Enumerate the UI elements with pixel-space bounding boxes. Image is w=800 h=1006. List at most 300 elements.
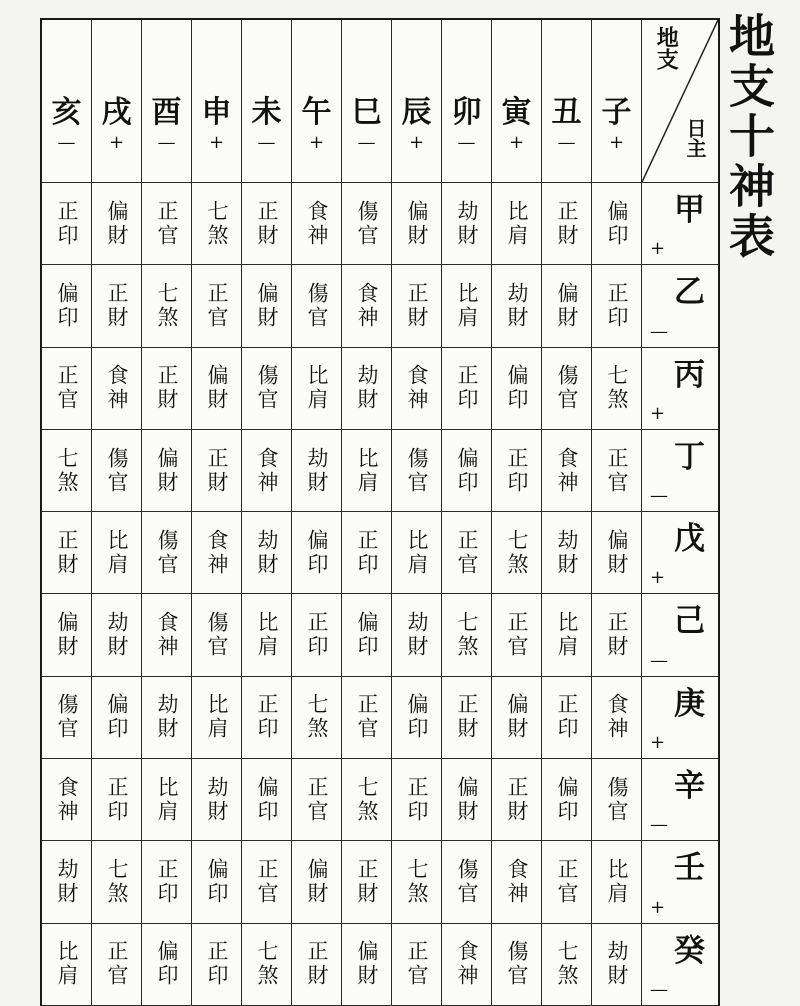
ten-god-text: 傷官 [305, 281, 329, 330]
branch-char: 未 [251, 95, 282, 130]
ten-god-cell [192, 594, 242, 676]
ten-god-text: 比肩 [455, 281, 479, 330]
stem-char: 丁 [674, 438, 705, 475]
ten-god-cell [142, 265, 192, 347]
ten-god-cell [542, 430, 592, 512]
ten-god-cell [42, 594, 92, 676]
ten-god-cell [242, 265, 292, 347]
ten-god-text: 正印 [355, 528, 379, 577]
stem-cell [642, 594, 718, 676]
ten-god-cell [192, 430, 242, 512]
ten-god-cell [342, 677, 392, 759]
stem-char: 辛 [674, 768, 705, 805]
branch-char: 卯 [451, 95, 482, 130]
ten-god-text: 七煞 [155, 281, 179, 330]
ten-god-cell [42, 512, 92, 594]
ten-god-text: 偏印 [205, 858, 229, 907]
branch-polarity: + [608, 132, 625, 153]
ten-god-cell [292, 924, 342, 1006]
ten-god-cell [492, 759, 542, 841]
ten-god-text: 正印 [55, 199, 79, 248]
ten-god-text: 偏財 [405, 199, 429, 248]
ten-god-cell [292, 594, 342, 676]
ten-god-cell [392, 183, 442, 265]
ten-god-text: 比肩 [255, 611, 279, 660]
ten-god-text: 七煞 [605, 364, 629, 413]
ten-god-cell [542, 677, 592, 759]
ten-god-cell [392, 594, 442, 676]
ten-god-cell [92, 430, 142, 512]
ten-god-text: 正財 [105, 281, 129, 330]
ten-god-text: 食神 [355, 281, 379, 330]
branch-header-cell [192, 20, 242, 183]
ten-god-cell [92, 512, 142, 594]
branch-header-cell [542, 20, 592, 183]
branch-header-cell [42, 20, 92, 183]
ten-god-cell [392, 841, 442, 923]
ten-god-text: 比肩 [55, 940, 79, 989]
branch-char: 酉 [151, 95, 182, 130]
branch-polarity: — [357, 132, 376, 153]
stem-cell [642, 512, 718, 594]
ten-god-text: 劫財 [205, 775, 229, 824]
ten-god-cell [192, 841, 242, 923]
ten-god-text: 正印 [505, 446, 529, 495]
ten-god-cell [442, 924, 492, 1006]
ten-god-cell [292, 841, 342, 923]
stem-cell [642, 759, 718, 841]
branch-polarity: + [308, 132, 325, 153]
ten-god-cell [242, 183, 292, 265]
branch-char: 辰 [401, 95, 432, 130]
stem-polarity: — [650, 814, 668, 836]
corner-label-day-master: 日主 [683, 118, 707, 158]
branch-polarity: — [257, 132, 276, 153]
ten-god-cell [192, 924, 242, 1006]
ten-god-text: 劫財 [405, 611, 429, 660]
corner-header-cell [642, 20, 718, 183]
ten-god-cell [142, 348, 192, 430]
branch-header-cell [92, 20, 142, 183]
ten-god-text: 劫財 [105, 611, 129, 660]
stem-cell [642, 348, 718, 430]
branch-header-cell [592, 20, 642, 183]
ten-god-cell [242, 759, 292, 841]
ten-god-cell [92, 348, 142, 430]
ten-god-cell [542, 594, 592, 676]
branch-char: 寅 [501, 95, 532, 130]
ten-god-cell [442, 841, 492, 923]
ten-god-cell [392, 430, 442, 512]
ten-god-text: 偏財 [255, 281, 279, 330]
ten-god-cell [42, 924, 92, 1006]
ten-god-cell [492, 594, 542, 676]
ten-god-cell [192, 265, 242, 347]
ten-god-cell [592, 759, 642, 841]
ten-god-text: 正財 [205, 446, 229, 495]
ten-god-cell [42, 759, 92, 841]
branch-char: 子 [601, 95, 632, 130]
ten-god-text: 正印 [305, 611, 329, 660]
ten-god-cell [242, 430, 292, 512]
ten-god-text: 食神 [455, 940, 479, 989]
ten-god-text: 比肩 [155, 775, 179, 824]
branch-header-cell [142, 20, 192, 183]
ten-god-text: 食神 [105, 364, 129, 413]
ten-god-cell [492, 512, 542, 594]
ten-god-cell [442, 594, 492, 676]
ten-god-text: 偏財 [305, 858, 329, 907]
ten-god-text: 食神 [555, 446, 579, 495]
ten-god-text: 偏印 [105, 693, 129, 742]
ten-god-text: 比肩 [505, 199, 529, 248]
stem-cell [642, 183, 718, 265]
ten-god-text: 食神 [155, 611, 179, 660]
ten-god-text: 正官 [305, 775, 329, 824]
ten-god-text: 偏印 [605, 199, 629, 248]
ten-god-cell [92, 265, 142, 347]
ten-god-text: 正財 [405, 281, 429, 330]
ten-god-text: 傷官 [405, 446, 429, 495]
ten-god-cell [442, 677, 492, 759]
ten-god-cell [542, 265, 592, 347]
stem-char: 癸 [674, 932, 705, 969]
branch-polarity: + [208, 132, 225, 153]
stem-cell [642, 924, 718, 1006]
ten-god-cell [592, 512, 642, 594]
ten-god-cell [392, 512, 442, 594]
ten-god-text: 正財 [555, 199, 579, 248]
ten-god-cell [192, 348, 242, 430]
ten-god-cell [242, 348, 292, 430]
ten-god-cell [592, 265, 642, 347]
ten-god-text: 比肩 [105, 528, 129, 577]
ten-god-cell [292, 183, 342, 265]
ten-god-cell [42, 348, 92, 430]
ten-god-text: 正官 [255, 858, 279, 907]
ten-god-text: 比肩 [305, 364, 329, 413]
ten-god-text: 傷官 [355, 199, 379, 248]
ten-god-cell [142, 430, 192, 512]
ten-god-text: 正官 [605, 446, 629, 495]
ten-god-text: 七煞 [405, 858, 429, 907]
ten-god-text: 比肩 [205, 693, 229, 742]
ten-god-text: 正印 [455, 364, 479, 413]
corner-label-branches: 地支 [653, 26, 680, 70]
ten-god-cell [292, 430, 342, 512]
ten-god-text: 偏財 [105, 199, 129, 248]
ten-god-text: 比肩 [355, 446, 379, 495]
ten-god-cell [492, 430, 542, 512]
ten-god-text: 偏印 [355, 611, 379, 660]
ten-god-cell [542, 924, 592, 1006]
stem-char: 戊 [674, 521, 705, 558]
ten-god-text: 傷官 [155, 528, 179, 577]
ten-god-text: 偏印 [155, 940, 179, 989]
ten-god-text: 偏財 [205, 364, 229, 413]
ten-god-text: 正官 [155, 199, 179, 248]
stem-polarity: — [650, 320, 668, 342]
ten-god-cell [542, 759, 592, 841]
ten-god-cell [492, 841, 542, 923]
stem-polarity: — [650, 978, 668, 1000]
ten-god-text: 食神 [255, 446, 279, 495]
ten-god-text: 劫財 [305, 446, 329, 495]
ten-god-cell [592, 348, 642, 430]
ten-god-text: 傷官 [205, 611, 229, 660]
ten-god-cell [192, 512, 242, 594]
ten-god-cell [42, 183, 92, 265]
ten-god-cell [342, 183, 392, 265]
branch-polarity: + [108, 132, 125, 153]
ten-god-text: 劫財 [605, 940, 629, 989]
stem-char: 乙 [674, 274, 705, 311]
stem-char: 庚 [674, 685, 705, 722]
ten-god-cell [392, 677, 442, 759]
ten-god-cell [392, 265, 442, 347]
ten-god-text: 正財 [305, 940, 329, 989]
ten-god-cell [42, 430, 92, 512]
ten-god-text: 正官 [455, 528, 479, 577]
ten-god-text: 偏財 [505, 693, 529, 742]
ten-god-cell [592, 430, 642, 512]
ten-god-text: 正財 [505, 775, 529, 824]
branch-header-cell [292, 20, 342, 183]
ten-god-cell [492, 265, 542, 347]
ten-god-cell [92, 924, 142, 1006]
ten-god-text: 比肩 [605, 858, 629, 907]
branch-header-cell [442, 20, 492, 183]
branch-char: 戌 [101, 95, 132, 130]
ten-god-cell [292, 759, 342, 841]
ten-god-cell [592, 677, 642, 759]
ten-god-text: 偏印 [555, 775, 579, 824]
branch-char: 申 [201, 95, 232, 130]
ten-god-cell [42, 265, 92, 347]
branch-polarity: + [508, 132, 525, 153]
ten-god-text: 偏財 [605, 528, 629, 577]
ten-god-cell [242, 841, 292, 923]
stem-polarity: — [650, 485, 668, 507]
ten-god-cell [192, 183, 242, 265]
stem-polarity: + [650, 896, 666, 918]
ten-god-text: 傷官 [55, 693, 79, 742]
ten-god-cell [442, 512, 492, 594]
ten-god-text: 傷官 [555, 364, 579, 413]
ten-god-text: 正印 [405, 775, 429, 824]
ten-god-cell [292, 512, 342, 594]
ten-god-cell [92, 183, 142, 265]
ten-god-cell [592, 841, 642, 923]
branch-header-cell [342, 20, 392, 183]
ten-god-text: 傷官 [605, 775, 629, 824]
branch-char: 丑 [551, 95, 582, 130]
ten-god-cell [492, 183, 542, 265]
ten-god-text: 偏印 [455, 446, 479, 495]
ten-god-cell [592, 594, 642, 676]
ten-god-cell [142, 594, 192, 676]
ten-god-cell [142, 841, 192, 923]
ten-god-text: 七煞 [105, 858, 129, 907]
ten-god-text: 偏印 [405, 693, 429, 742]
ten-god-text: 正印 [555, 693, 579, 742]
ten-god-cell [542, 512, 592, 594]
ten-god-cell [342, 348, 392, 430]
branch-char: 巳 [351, 95, 382, 130]
ten-god-cell [392, 924, 442, 1006]
ten-god-text: 七煞 [205, 199, 229, 248]
ten-god-cell [242, 677, 292, 759]
ten-god-text: 偏印 [255, 775, 279, 824]
ten-god-text: 七煞 [355, 775, 379, 824]
ten-god-text: 正財 [55, 528, 79, 577]
ten-god-text: 正印 [605, 281, 629, 330]
ten-god-text: 正官 [555, 858, 579, 907]
ten-god-text: 七煞 [305, 693, 329, 742]
ten-god-cell [142, 512, 192, 594]
ten-god-text: 食神 [605, 693, 629, 742]
stem-polarity: + [650, 567, 666, 589]
ten-god-text: 偏財 [55, 611, 79, 660]
ten-god-cell [292, 677, 342, 759]
ten-god-text: 偏印 [505, 364, 529, 413]
ten-god-cell [342, 265, 392, 347]
stem-char: 丙 [674, 356, 705, 393]
ten-god-cell [342, 430, 392, 512]
ten-god-text: 正財 [255, 199, 279, 248]
ten-god-text: 正官 [205, 281, 229, 330]
ten-god-text: 正官 [105, 940, 129, 989]
branch-header-cell [492, 20, 542, 183]
page-title: 地支十神表 [722, 12, 776, 262]
ten-god-text: 偏印 [55, 281, 79, 330]
ten-god-text: 偏財 [355, 940, 379, 989]
stem-cell [642, 677, 718, 759]
ten-god-cell [342, 512, 392, 594]
ten-god-cell [92, 594, 142, 676]
ten-god-text: 劫財 [155, 693, 179, 742]
branch-polarity: — [457, 132, 476, 153]
ten-god-text: 偏財 [555, 281, 579, 330]
ten-god-cell [142, 759, 192, 841]
ten-god-text: 七煞 [455, 611, 479, 660]
ten-god-text: 七煞 [255, 940, 279, 989]
ten-god-cell [242, 594, 292, 676]
ten-god-text: 劫財 [505, 281, 529, 330]
branch-polarity: — [57, 132, 76, 153]
ten-god-cell [192, 759, 242, 841]
ten-god-text: 正印 [105, 775, 129, 824]
ten-god-text: 劫財 [255, 528, 279, 577]
branch-polarity: + [408, 132, 425, 153]
ten-gods-table [40, 18, 720, 1006]
ten-god-cell [142, 183, 192, 265]
ten-god-text: 正印 [155, 858, 179, 907]
ten-god-cell [342, 841, 392, 923]
ten-god-text: 正財 [155, 364, 179, 413]
ten-god-cell [592, 924, 642, 1006]
ten-god-cell [292, 265, 342, 347]
ten-god-text: 劫財 [55, 858, 79, 907]
ten-god-text: 比肩 [555, 611, 579, 660]
ten-god-cell [292, 348, 342, 430]
ten-god-text: 食神 [505, 858, 529, 907]
ten-god-text: 食神 [55, 775, 79, 824]
ten-god-text: 傷官 [455, 858, 479, 907]
ten-god-cell [242, 924, 292, 1006]
branch-char: 亥 [51, 95, 82, 130]
ten-god-cell [442, 183, 492, 265]
stem-cell [642, 430, 718, 512]
stem-cell [642, 265, 718, 347]
stem-cell [642, 841, 718, 923]
ten-god-text: 正財 [605, 611, 629, 660]
branch-char: 午 [301, 95, 332, 130]
ten-god-cell [92, 841, 142, 923]
ten-god-cell [542, 841, 592, 923]
stem-char: 壬 [674, 850, 705, 887]
ten-god-cell [592, 183, 642, 265]
ten-god-cell [542, 183, 592, 265]
ten-god-text: 正印 [255, 693, 279, 742]
ten-god-text: 正官 [355, 693, 379, 742]
ten-god-text: 偏印 [305, 528, 329, 577]
ten-god-cell [442, 348, 492, 430]
ten-god-text: 比肩 [405, 528, 429, 577]
ten-god-cell [542, 348, 592, 430]
ten-god-text: 傷官 [105, 446, 129, 495]
ten-god-text: 食神 [305, 199, 329, 248]
branch-header-cell [392, 20, 442, 183]
ten-god-cell [42, 677, 92, 759]
ten-god-cell [392, 759, 442, 841]
stem-char: 己 [674, 603, 705, 640]
ten-god-text: 正官 [55, 364, 79, 413]
ten-god-text: 劫財 [455, 199, 479, 248]
ten-god-text: 七煞 [505, 528, 529, 577]
ten-god-cell [42, 841, 92, 923]
ten-god-text: 正財 [455, 693, 479, 742]
ten-god-text: 正官 [505, 611, 529, 660]
ten-god-cell [242, 512, 292, 594]
ten-god-cell [492, 348, 542, 430]
ten-god-cell [442, 759, 492, 841]
ten-god-text: 偏財 [155, 446, 179, 495]
ten-god-text: 正財 [355, 858, 379, 907]
ten-god-text: 食神 [405, 364, 429, 413]
branch-polarity: — [557, 132, 576, 153]
ten-god-text: 七煞 [55, 446, 79, 495]
ten-god-text: 正官 [405, 940, 429, 989]
ten-god-text: 偏財 [455, 775, 479, 824]
ten-god-cell [442, 430, 492, 512]
ten-god-text: 傷官 [505, 940, 529, 989]
stem-polarity: + [650, 238, 666, 260]
ten-god-text: 傷官 [255, 364, 279, 413]
ten-god-cell [142, 924, 192, 1006]
ten-god-cell [492, 677, 542, 759]
stem-polarity: + [650, 732, 666, 754]
ten-god-cell [492, 924, 542, 1006]
ten-god-text: 食神 [205, 528, 229, 577]
ten-god-cell [392, 348, 442, 430]
stem-polarity: — [650, 649, 668, 671]
stem-char: 甲 [674, 192, 705, 228]
branch-header-cell [242, 20, 292, 183]
ten-god-cell [342, 759, 392, 841]
ten-god-text: 劫財 [355, 364, 379, 413]
ten-god-cell [92, 677, 142, 759]
